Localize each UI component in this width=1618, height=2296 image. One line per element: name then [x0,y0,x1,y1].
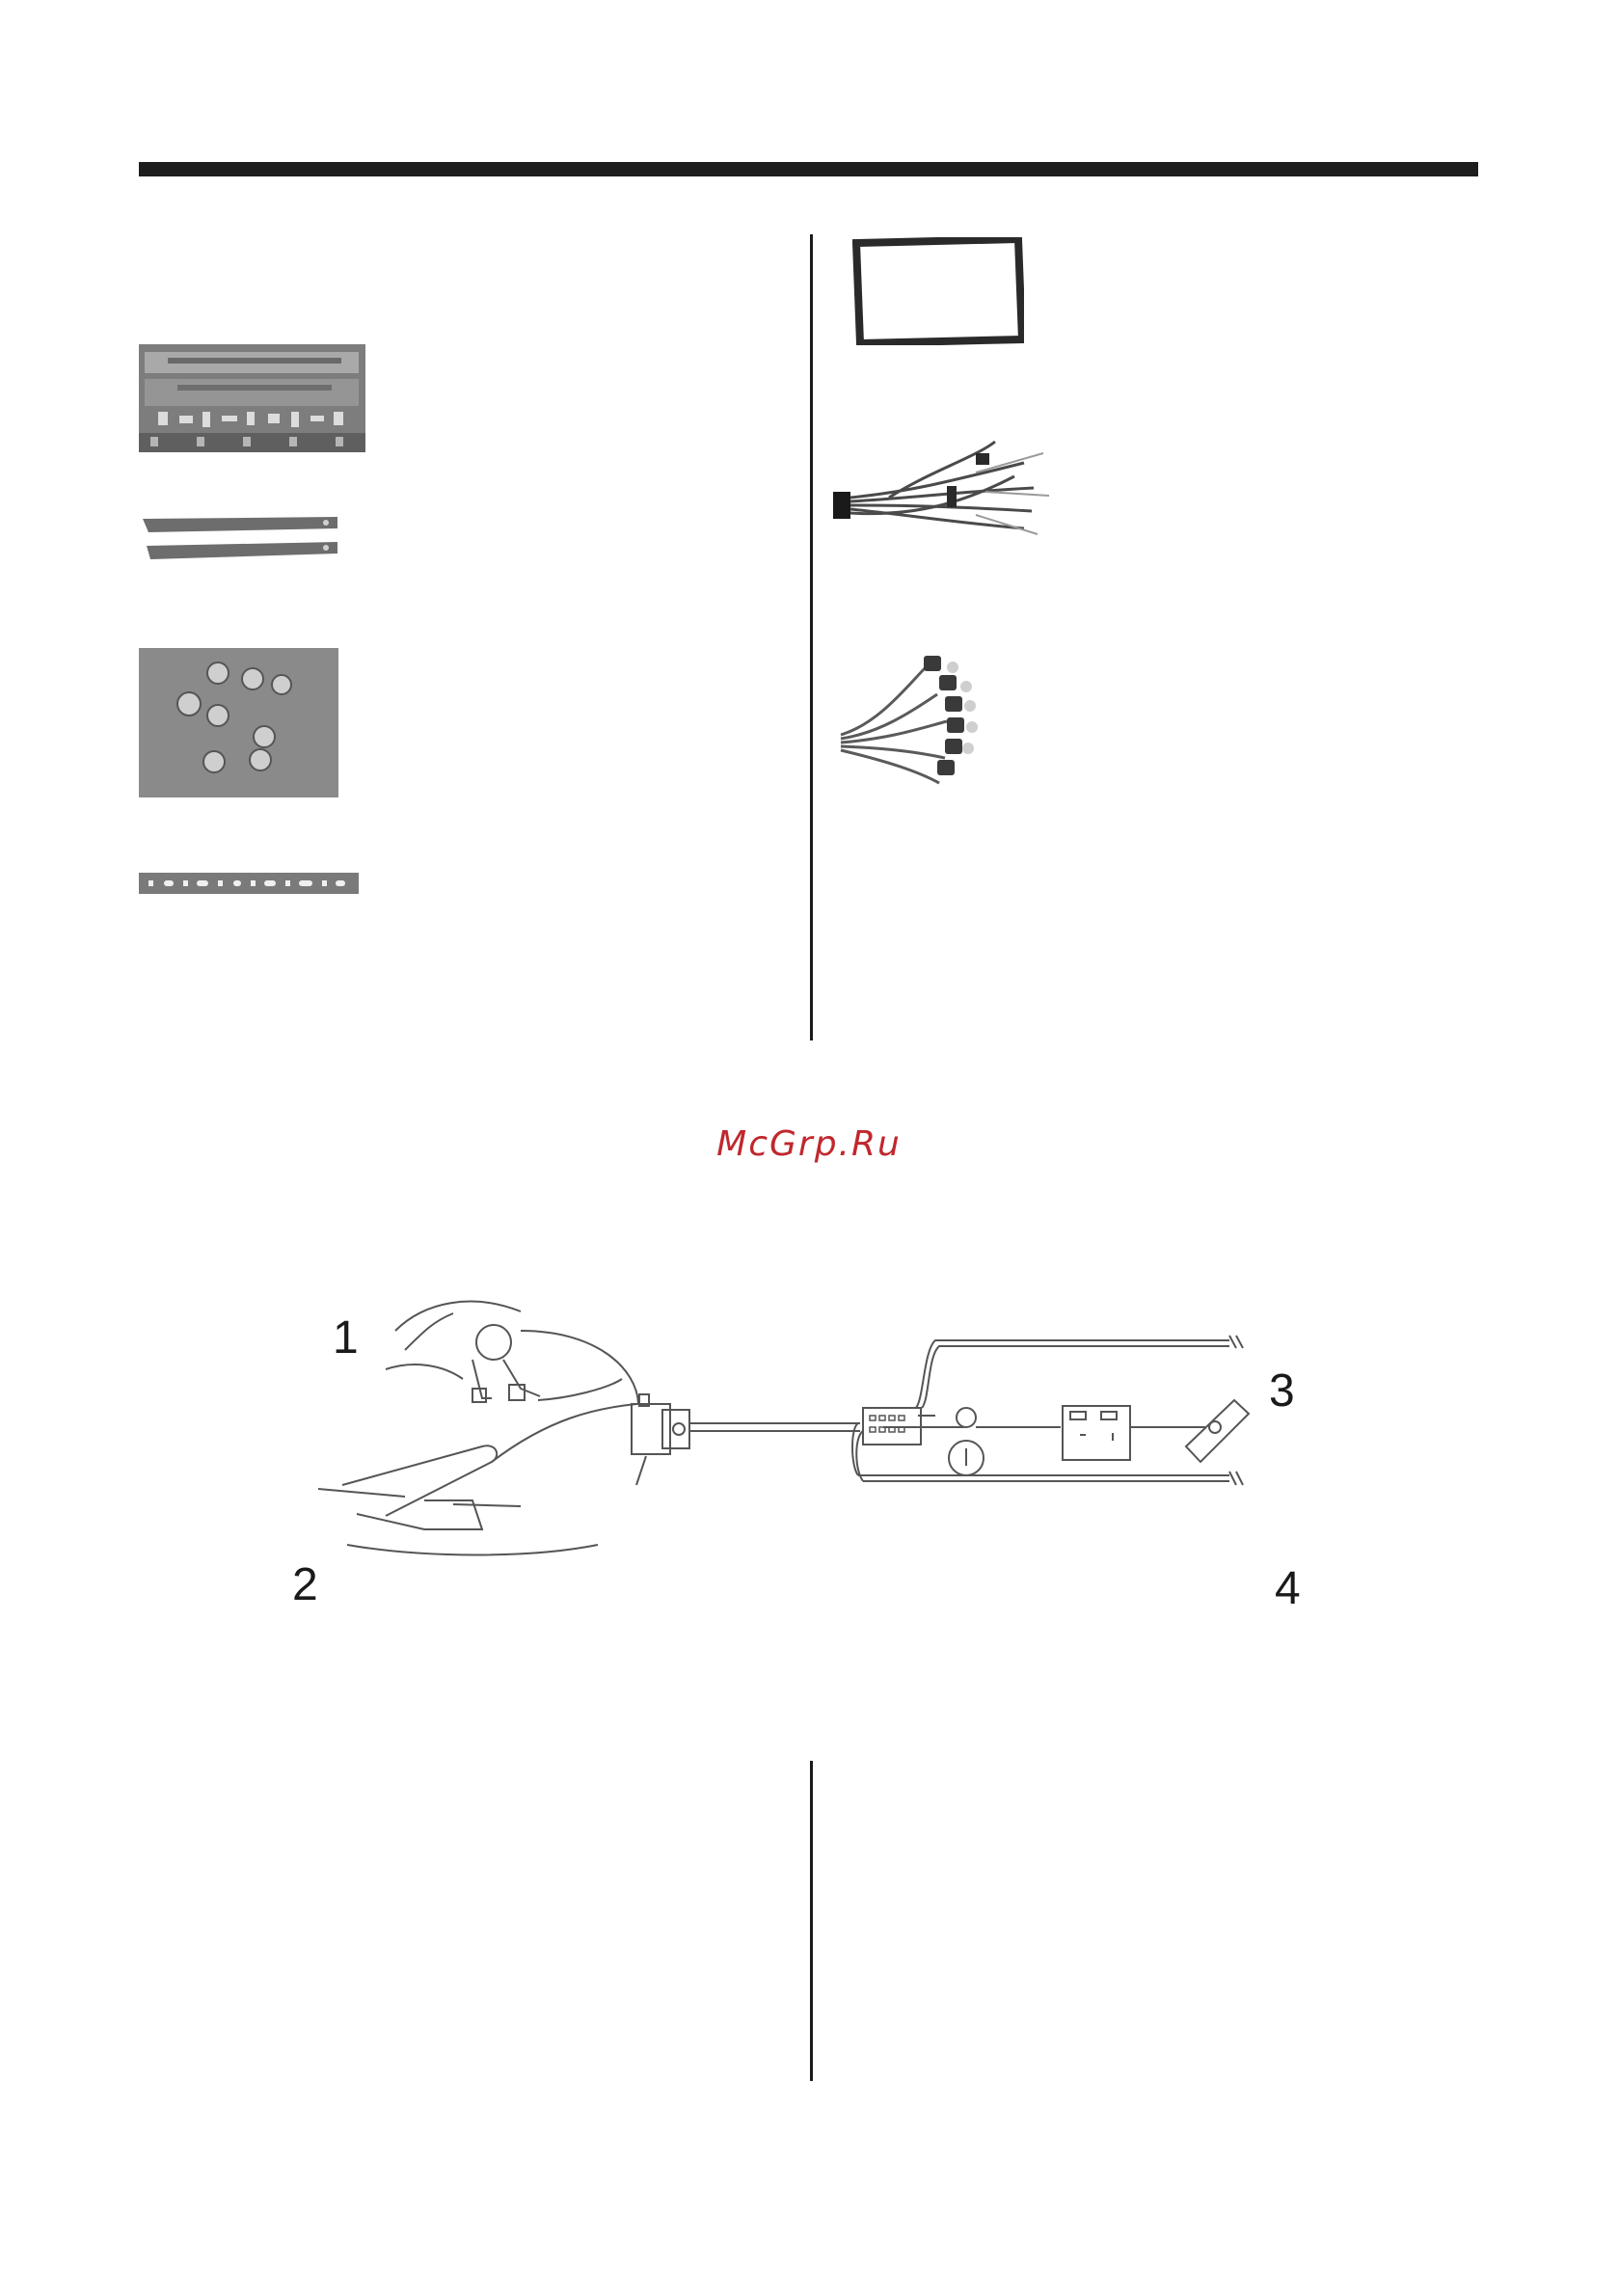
wiring-harness-photo [831,434,1051,538]
watermark: McGrp.Ru [716,1124,902,1164]
rca-cable-photo [831,646,1014,791]
callout-1: 1 [333,1312,359,1364]
callout-4: 4 [1275,1563,1301,1614]
mounting-sleeve-photo [139,344,365,452]
removal-keys-photo [139,511,341,569]
callout-3: 3 [1269,1365,1295,1417]
top-rule [139,162,1478,176]
trim-frame-photo [852,237,1024,345]
parking-brake-connection-diagram [280,1292,1340,1649]
column-divider-top [810,234,813,1040]
screws-photo [139,648,338,797]
mounting-strap-photo [139,871,359,896]
diagram-line-art [280,1292,1340,1649]
callout-2: 2 [292,1559,318,1610]
column-divider-bottom [810,1761,813,2081]
